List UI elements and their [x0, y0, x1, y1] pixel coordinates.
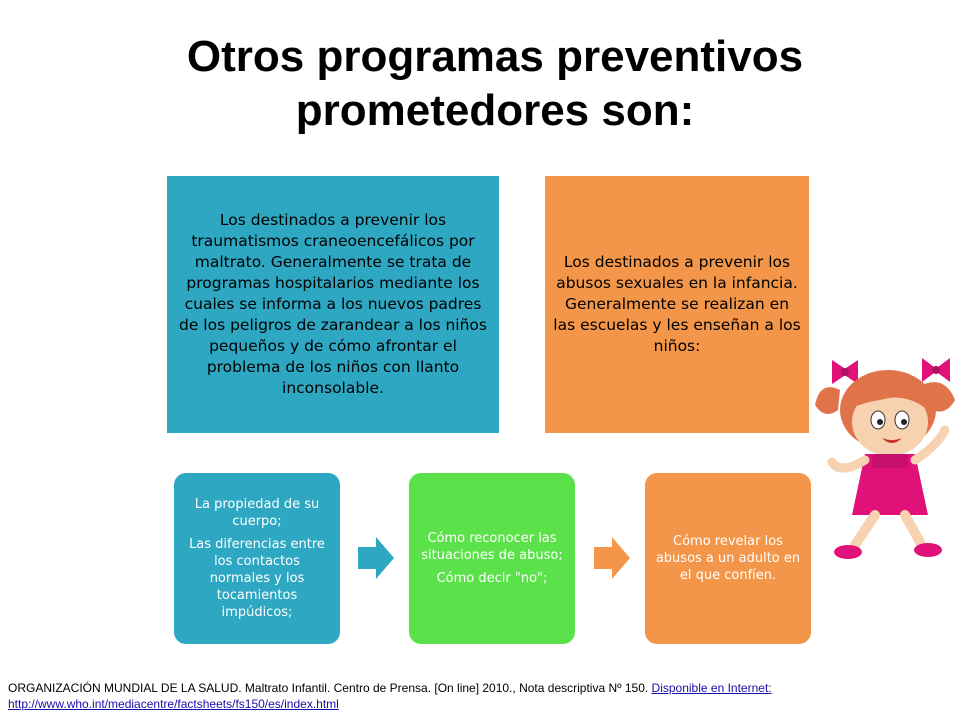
slide-title: [80, 30, 910, 138]
cartoon-girl-icon: [810, 350, 960, 570]
title-line-2: prometedores son:: [295, 86, 695, 135]
step-text: Cómo decir "no";: [436, 571, 548, 586]
reference-link-label[interactable]: Disponible en Internet:: [651, 681, 772, 695]
step-text: La propiedad de su cuerpo;: [194, 497, 320, 529]
title-line-1: Otros programas preventivos: [186, 32, 804, 81]
step-recognize-abuse: [409, 473, 575, 644]
arrow-right-icon: [594, 537, 630, 579]
step-text: Las diferencias entre los contactos normales y los tocamientos impúdicos;: [189, 537, 325, 620]
reference-text: ORGANIZACIÓN MUNDIAL DE LA SALUD. Maltrato Infantil. Centro de Prensa. [On line] 2010., Nota descriptiva Nº 150.: [8, 681, 652, 695]
reference-citation: [8, 680, 958, 712]
reference-url-link[interactable]: http://www.who.int/mediacentre/factsheets/fs150/es/index.html: [8, 697, 339, 711]
sexual-abuse-program-box: [545, 176, 809, 433]
step-body-ownership: [174, 473, 340, 644]
step-text: Cómo revelar los abusos a un adulto en el que confíen.: [655, 534, 801, 583]
head-trauma-program-box: [167, 176, 499, 433]
step-text: Cómo reconocer las situaciones de abuso;: [421, 531, 563, 563]
head-trauma-program-text: Los destinados a prevenir los traumatismos craneoencefálicos por maltrato. Generalmente se trata de programas hospitalarios mediante los cuales se informa a los nuevos padres de los peligros de zarandear a los niños pequeños y de cómo afrontar el problema de los niños con llanto inconsolable.: [179, 211, 487, 397]
step-reveal-abuse: [645, 473, 811, 644]
sexual-abuse-program-text: Los destinados a prevenir los abusos sexuales en la infancia. Generalmente se realizan en las escuelas y les enseñan a los niños:: [553, 253, 801, 355]
arrow-right-icon: [358, 537, 394, 579]
